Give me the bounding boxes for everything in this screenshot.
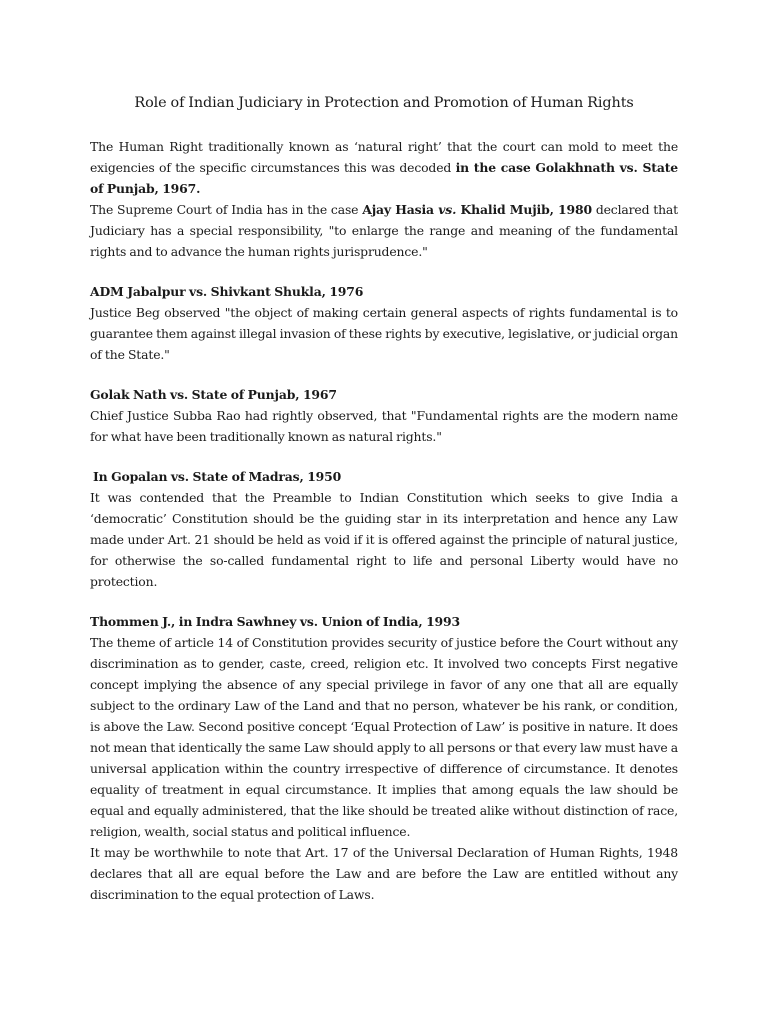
ajay-hasia-paragraph xyxy=(90,199,678,262)
section-heading-indra-sawhney: Thommen J., in Indra Sawhney vs. Union of India, 1993 xyxy=(90,614,460,629)
document-body xyxy=(90,92,678,905)
section-text-indra-sawhney: The theme of article 14 of Constitution provides security of justice before the Court without any discrimination as to gender, caste, creed, religion etc. It involved two concepts First negative concept implying the absence of any special privilege in favor of any one that all are equally subject to the ordinary Law of the Land and that no person, whatever be his rank, or condition, is above the Law. Second positive concept ‘Equal Protection of Law’ is positive in nature. It does not mean that identically the same Law should apply to all persons or that every law must have a universal application within the country irrespective of difference of circumstance. It denotes equality of treatment in equal circumstance. It implies that among equals the law should be equal and equally administered, that the like should be treated alike without distinction of race, religion, wealth, social status and political influence. xyxy=(90,635,678,839)
intro-text: The Human Right traditionally known as ‘natural right’ that the court can mold to meet the exigencies of the specific circumstances this was decoded xyxy=(90,139,678,175)
ajay-hasia-text-lead: The Supreme Court of India has in the case xyxy=(90,202,363,217)
ajay-hasia-case-part1: Ajay Hasia xyxy=(362,202,439,217)
ajay-hasia-vs: vs. xyxy=(438,202,457,217)
section-heading-golak-nath: Golak Nath vs. State of Punjab, 1967 xyxy=(90,387,337,402)
section-text-gopalan: It was contended that the Preamble to Indian Constitution which seeks to give India a ‘democratic’ Constitution should be the guiding star in its interpretation and hence any Law made under Art. 21 should be held as void if it is offered against the principle of natural justice, for otherwise the so-called fundamental right to life and personal Liberty would have no protection. xyxy=(90,490,678,589)
section-heading-gopalan: In Gopalan vs. State of Madras, 1950 xyxy=(93,469,342,484)
section-text-adm-jabalpur: Justice Beg observed "the object of making certain general aspects of rights fundamental is to guarantee them against illegal invasion of these rights by executive, legislative, or judicial organ of the State." xyxy=(90,305,678,362)
section-text-udhr-note: It may be worthwhile to note that Art. 17 of the Universal Declaration of Human Rights, 1948 declares that all are equal before the Law and are before the Law are entitled without any discrimination to the equal protection of Laws. xyxy=(90,845,678,902)
ajay-hasia-case-part2: Khalid Mujib, 1980 xyxy=(456,202,592,217)
document-title: Role of Indian Judiciary in Protection and Promotion of Human Rights xyxy=(134,95,634,111)
ajay-hasia-text-rest: declared that Judiciary has a special responsibility, "to enlarge the range and meaning of the fundamental rights and to advance the human rights jurisprudence." xyxy=(90,202,678,259)
intro-paragraph xyxy=(90,136,678,199)
intro-case-citation: in the case Golakhnath vs. State of Punjab, 1967. xyxy=(90,160,678,196)
section-heading-adm-jabalpur: ADM Jabalpur vs. Shivkant Shukla, 1976 xyxy=(90,284,364,299)
section-text-golak-nath: Chief Justice Subba Rao had rightly observed, that "Fundamental rights are the modern name for what have been traditionally known as natural rights." xyxy=(90,408,678,444)
